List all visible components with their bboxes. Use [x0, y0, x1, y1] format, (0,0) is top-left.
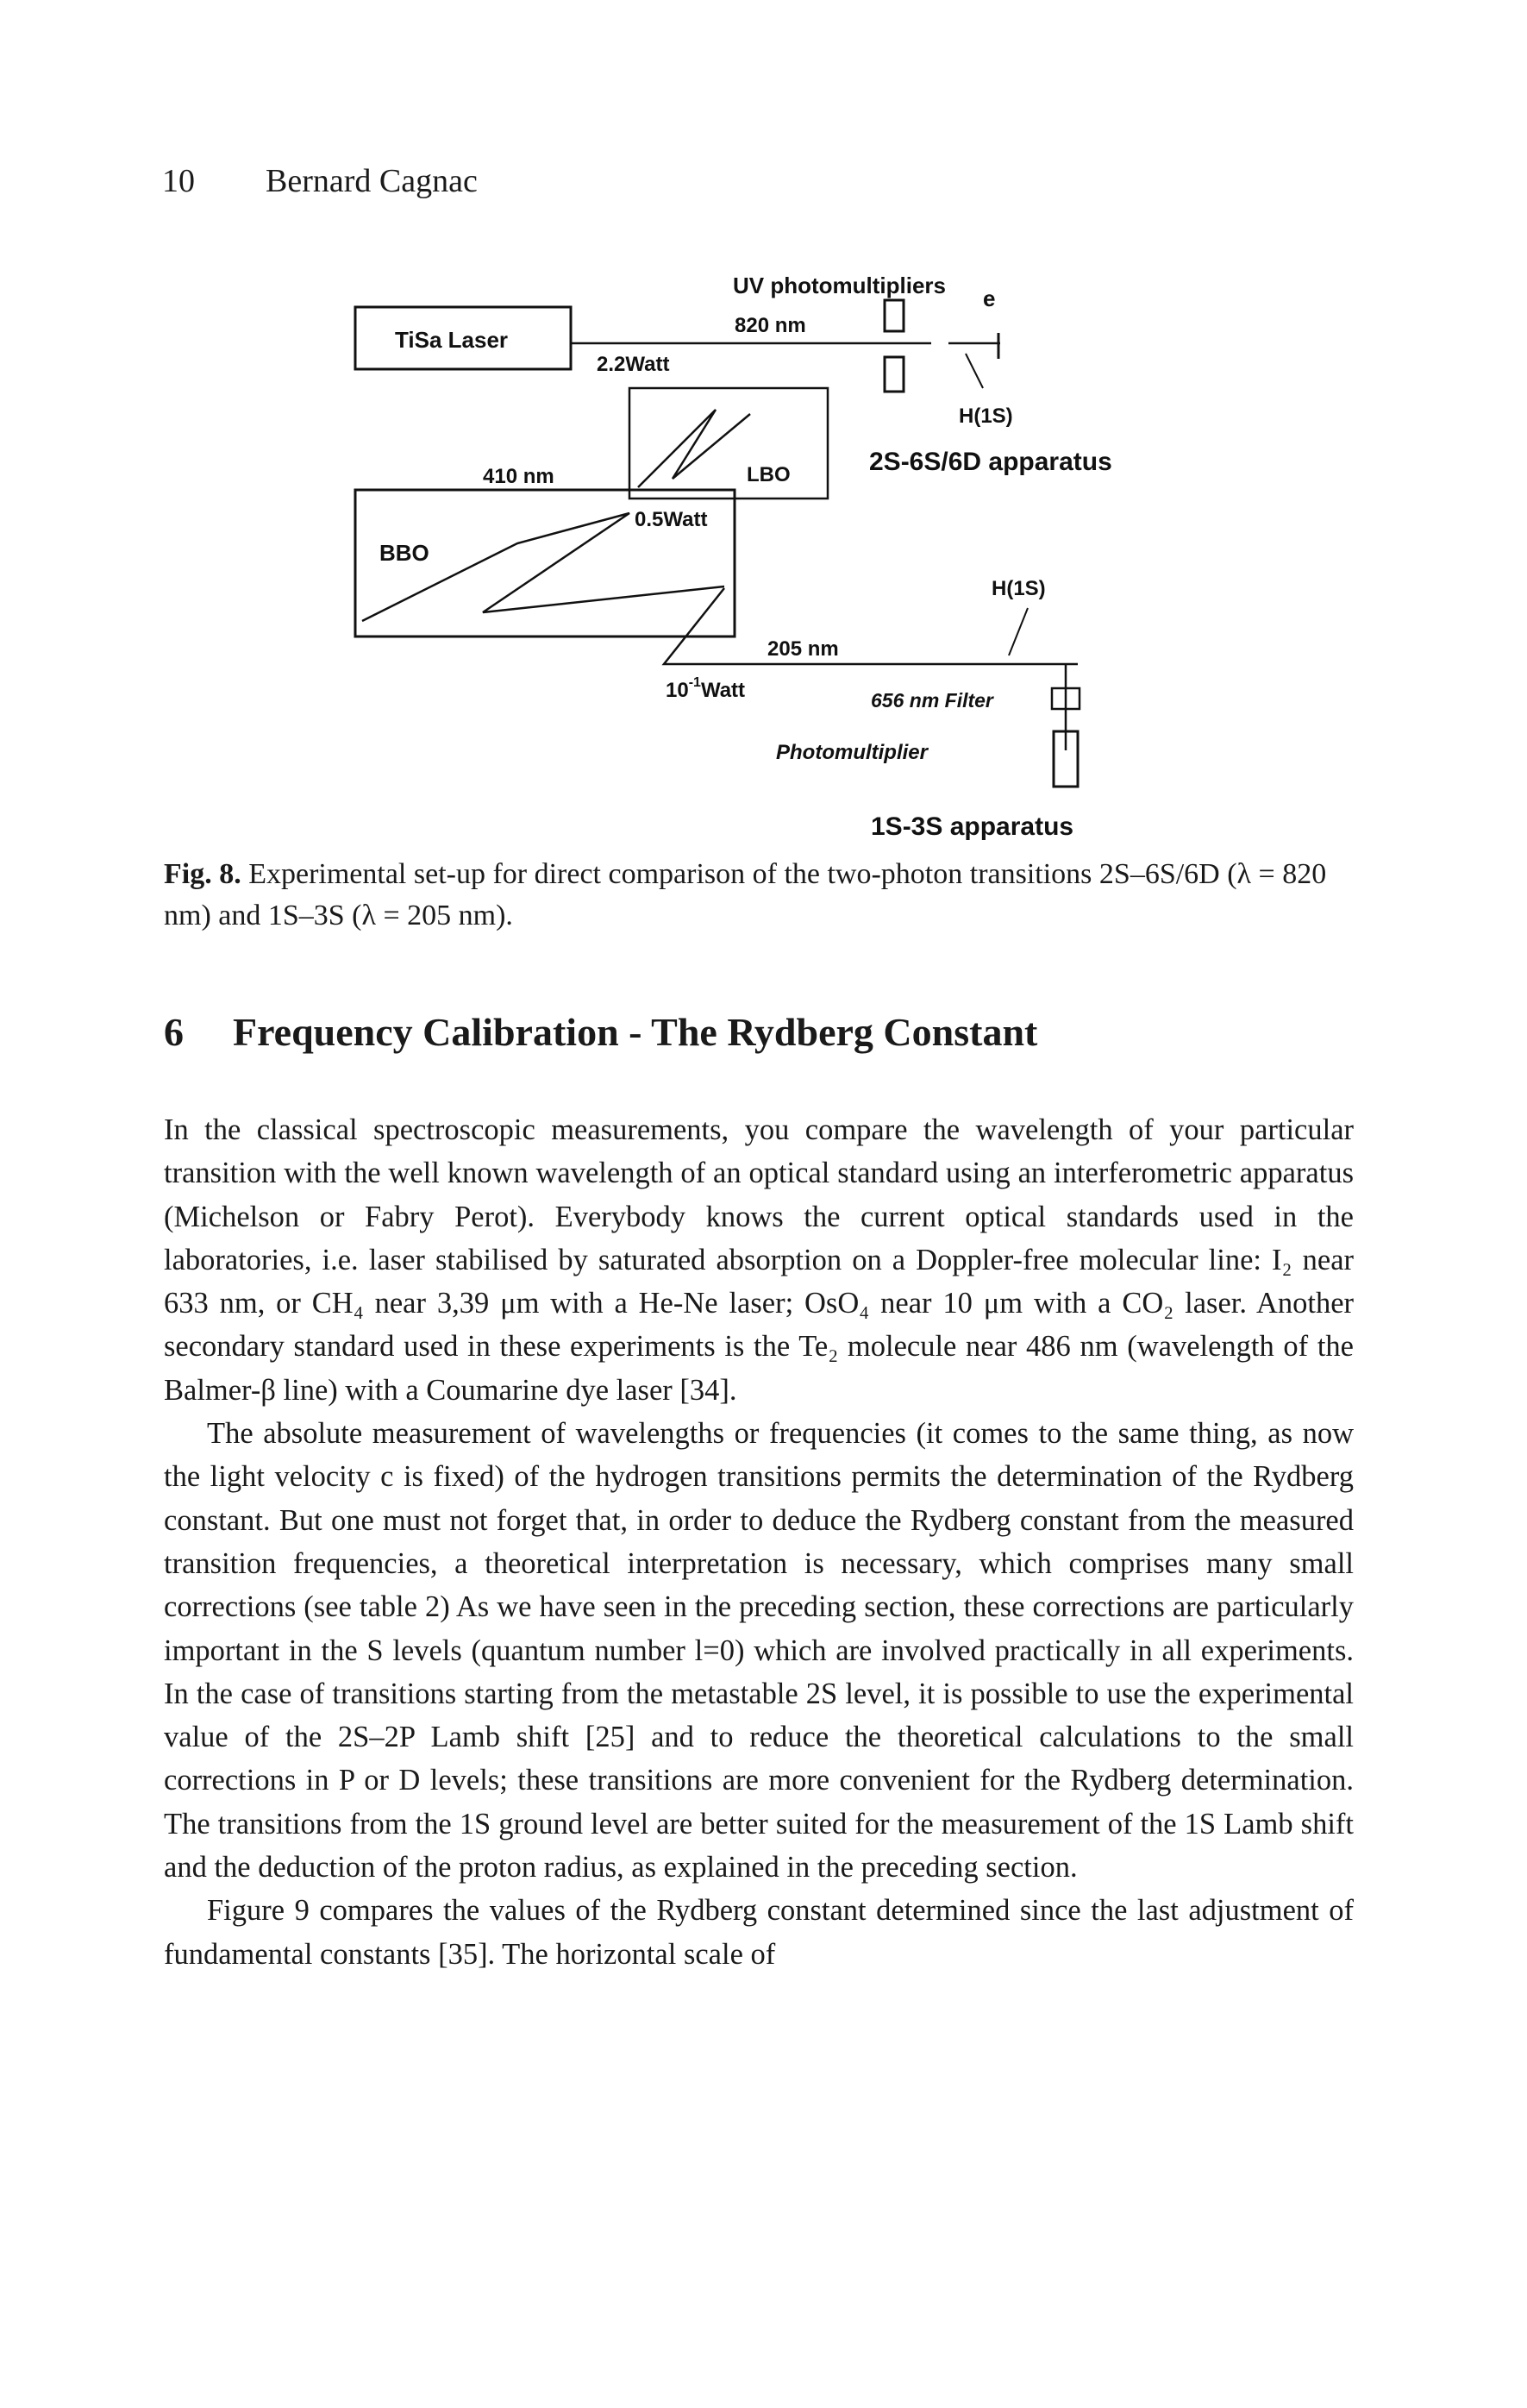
figure-caption [164, 854, 1354, 937]
label-lbo: LBO [747, 463, 791, 486]
label-0-5watt: 0.5Watt [635, 508, 708, 531]
figure-8-diagram [345, 259, 1173, 845]
h-beam-arrow [966, 354, 983, 388]
lbo-cavity-box [629, 388, 828, 499]
caption-label: Fig. 8. [164, 858, 241, 890]
h-beam-arrow-right [1009, 608, 1028, 655]
lbo-beam-path [638, 410, 750, 487]
section-heading [164, 1009, 1037, 1055]
running-head [162, 162, 478, 200]
label-filter: 656 nm Filter [871, 689, 993, 712]
paragraph-2: The absolute measurement of wavelengths or frequencies (it comes to the same thing, as now the light velocity c is fixed) of the hydrogen transitions permits the determination of the Rydberg constant. But one must not forget that, in order to deduce the Rydberg constant from the measured transition frequencies, a theoretical interpretation is necessary, which comprises many small corrections (see table 2) As we have seen in the preceding section, these corrections are particularly important in the S levels (quantum number l=0) which are involved practically in all experiments. In the case of transitions starting from the metastable 2S level, it is possible to use the experimental value of the 2S–2P Lamb shift [25] and to reduce the theoretical calculations to the small corrections in P or D levels; these transitions are more convenient for the Rydberg determination. The transitions from the 1S ground level are better suited for the measurement of the 1S Lamb shift and the deduction of the proton radius, as explained in the preceding section. [164, 1417, 1354, 1884]
uv-pm-bottom [885, 357, 904, 392]
paragraph-1: In the classical spectroscopic measurements, you compare the wavelength of your particular transition with the well known wavelength of an optical standard using an interferometric apparatus (Michelson or Fabry Perot). Everybody knows the current optical standards used in the laboratories, i.e. laser stabilised by saturated absorption on a Doppler-free molecular line: I₂ near 633 nm, or CH₄ near 3,39 μm with a He-Ne laser; OsO₄ near 10 μm with a CO₂ laser. Another secondary standard used in these experiments is the Te₂ molecule near 486 nm (wavelength of the Balmer-β line) with a Coumarine dye laser [34]. [164, 1113, 1354, 1407]
label-820nm: 820 nm [735, 314, 806, 337]
paragraph-3: Figure 9 compares the values of the Rydberg constant determined since the last adjustment of fundamental constants [35]. The horizontal scale of [164, 1894, 1354, 1971]
label-laser: TiSa Laser [395, 327, 509, 353]
label-h1s-right: H(1S) [992, 577, 1046, 600]
label-uv-pm: UV photomultipliers [733, 273, 946, 298]
page-number: 10 [162, 163, 195, 199]
uv-pm-top [885, 300, 904, 331]
author-name: Bernard Cagnac [266, 163, 478, 199]
label-h1s-top: H(1S) [959, 404, 1013, 428]
section-title: Frequency Calibration - The Rydberg Constant [233, 1010, 1038, 1054]
label-410nm: 410 nm [483, 465, 554, 488]
label-bbo: BBO [379, 540, 429, 566]
label-2-2watt: 2.2Watt [597, 353, 670, 376]
body-text [164, 1108, 1354, 1976]
label-apparatus-2s: 2S-6S/6D apparatus [869, 448, 1112, 476]
label-photomultiplier: Photomultiplier [776, 741, 928, 764]
section-number: 6 [164, 1010, 184, 1054]
caption-text: Experimental set-up for direct comparison of the two-photon transitions 2S–6S/6D (λ = 820 nm) and 1S–3S (λ = 205 nm). [164, 858, 1327, 931]
label-apparatus-1s: 1S-3S apparatus [871, 812, 1074, 841]
label-electron: e [983, 285, 996, 311]
label-10-watt: $10^{-1}Watt$ [666, 675, 746, 702]
label-205nm: 205 nm [767, 637, 839, 661]
